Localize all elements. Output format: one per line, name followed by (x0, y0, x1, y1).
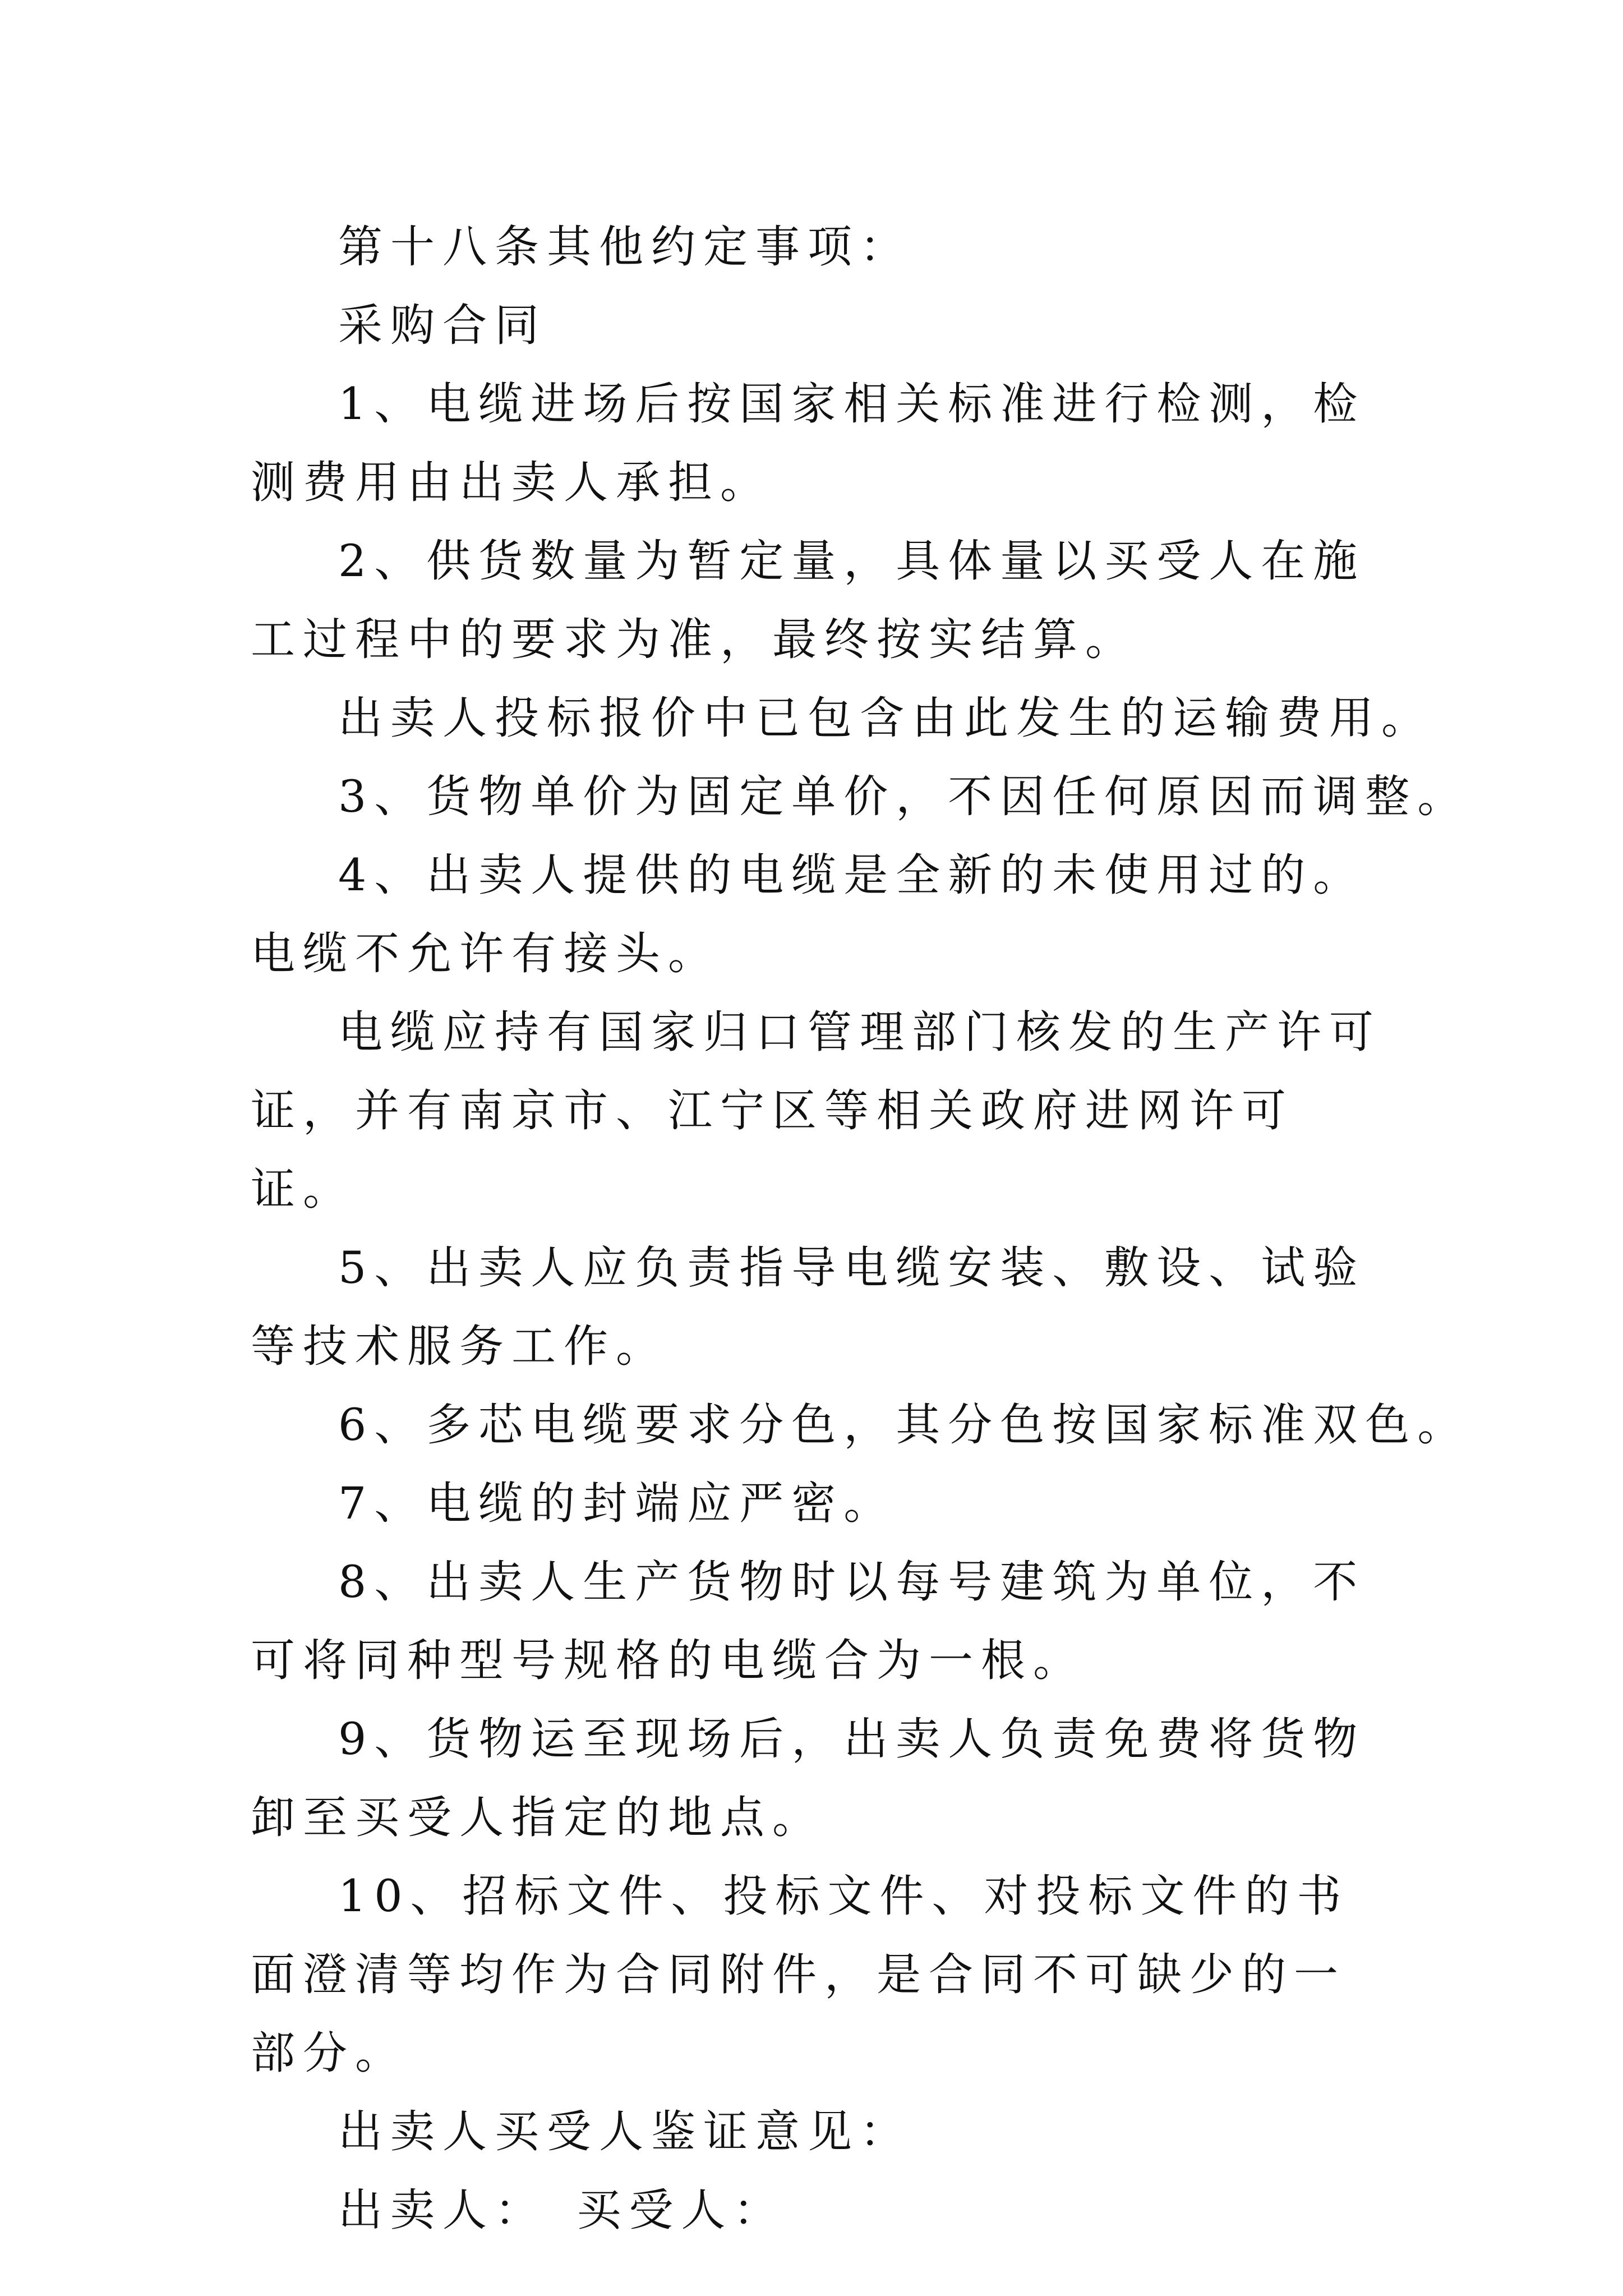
clause-4-note: 电缆应持有国家归口管理部门核发的生产许可证，并有南京市、江宁区等相关政府进网许可证。 (251, 1006, 1381, 1215)
clause-2-note: 出卖人投标报价中已包含由此发生的运输费用。 (338, 692, 1433, 744)
clause-10: 10、招标文件、投标文件、对投标文件的书面澄清等均作为合同附件，是合同不可缺少的一部分。 (251, 1870, 1349, 2079)
clause-8: 8、出卖人生产货物时以每号建筑为单位，不可将同种型号规格的电缆合为一根。 (251, 1556, 1366, 1686)
clause-2: 2、供货数量为暂定量，具体量以买受人在施工过程中的要求为准，最终按实结算。 (251, 535, 1366, 665)
clause-9: 9、货物运至现场后，出卖人负责免费将货物卸至买受人指定的地点。 (251, 1713, 1366, 1843)
signature-line: 出卖人： 买受人： (338, 2184, 786, 2236)
attestation-heading: 出卖人买受人鉴证意见： (338, 2106, 912, 2157)
clause-1: 1、电缆进场后按国家相关标准进行检测，检测费用由出卖人承担。 (251, 378, 1366, 508)
clause-5: 5、出卖人应负责指导电缆安装、敷设、试验等技术服务工作。 (251, 1242, 1366, 1372)
clause-7: 7、电缆的封端应严密。 (338, 1478, 896, 1529)
document-page (251, 208, 1470, 2249)
document-title: 采购合同 (338, 300, 547, 351)
section-heading: 第十八条其他约定事项： (338, 221, 912, 273)
clause-3: 3、货物单价为固定单价，不因任何原因而调整。 (338, 771, 1470, 822)
clause-6: 6、多芯电缆要求分色，其分色按国家标准双色。 (338, 1399, 1470, 1451)
clause-4: 4、出卖人提供的电缆是全新的未使用过的。电缆不允许有接头。 (251, 849, 1366, 979)
